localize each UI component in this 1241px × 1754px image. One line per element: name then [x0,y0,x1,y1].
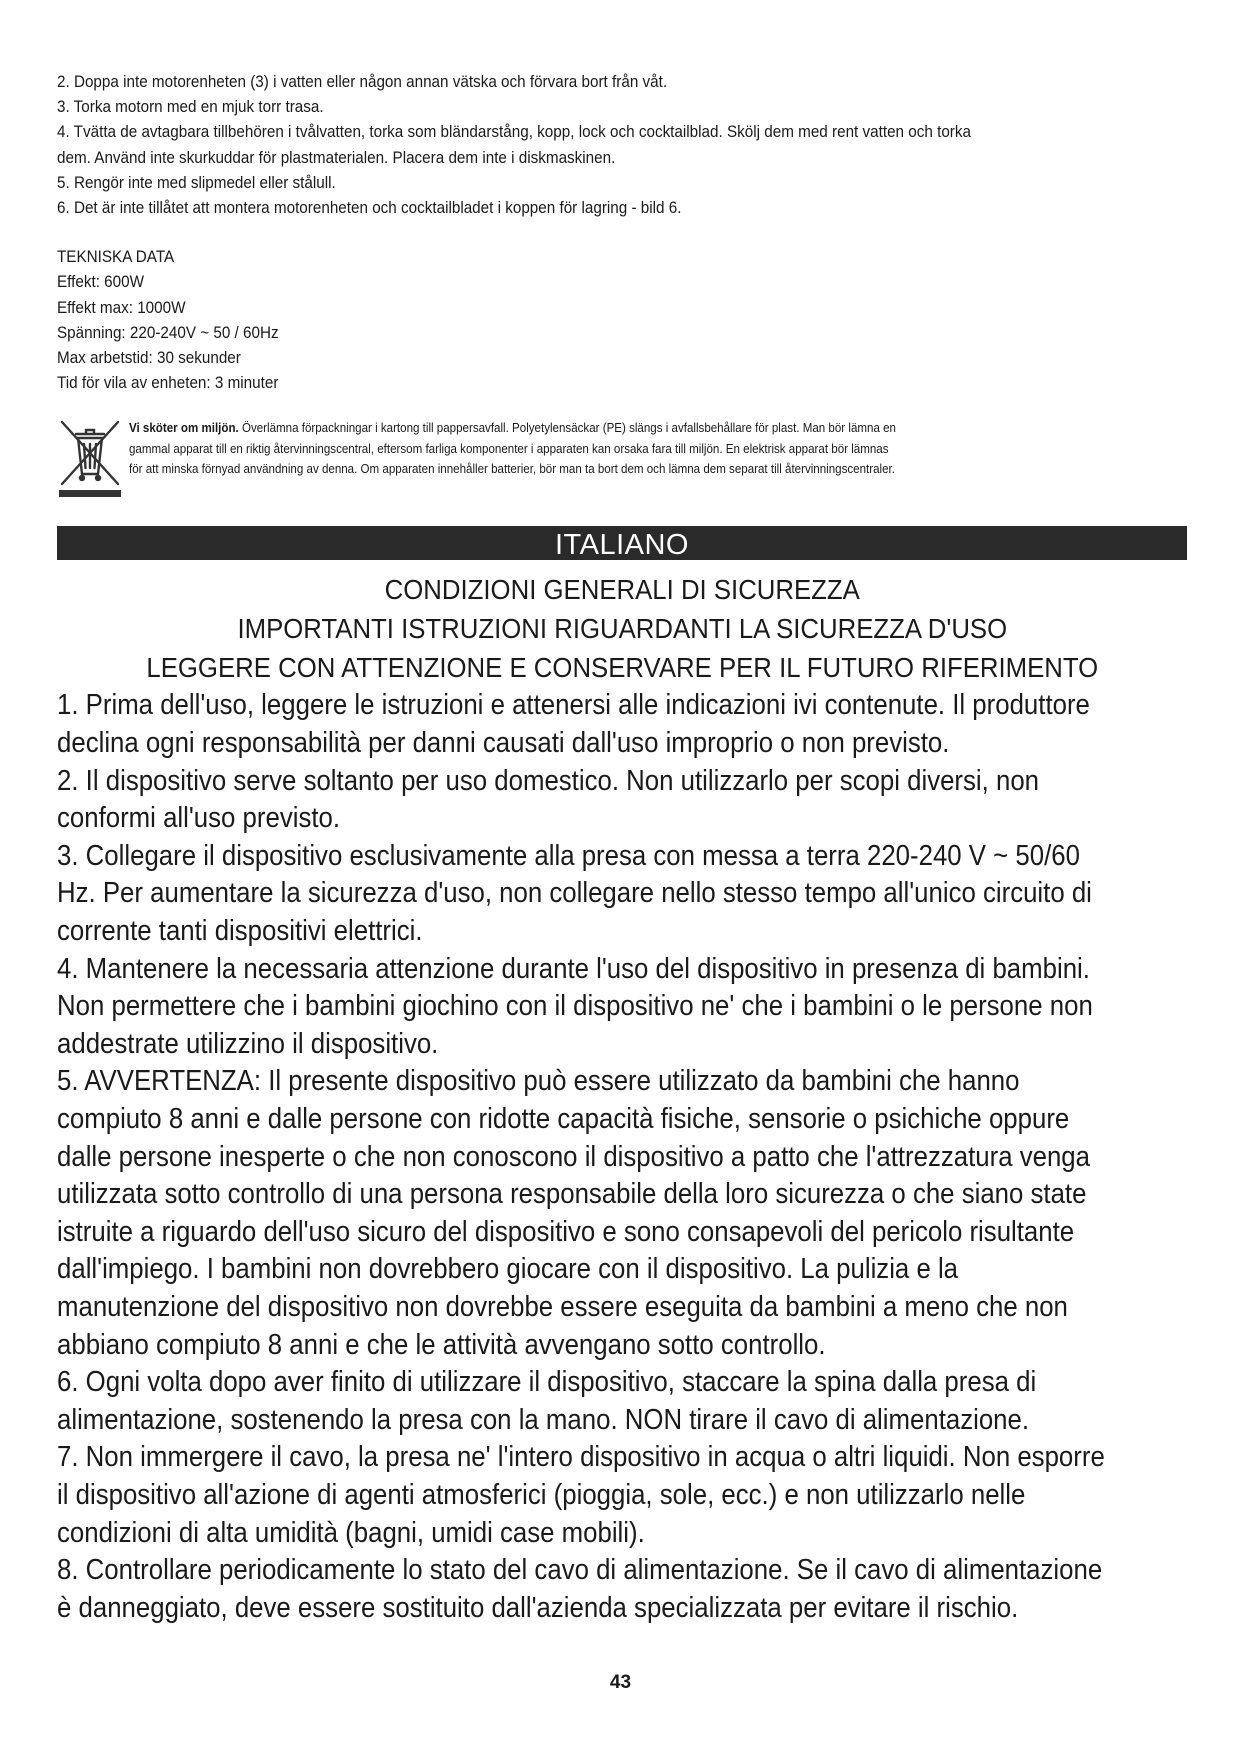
environment-text [129,418,1135,480]
it-line: utilizzata sotto controllo di una persona responsabile della loro sicurezza o che siano state [57,1178,1087,1211]
tech-data-line: Effekt max: 1000W [57,298,186,317]
it-line: abbiano compiuto 8 anni e che le attività avvengano sotto controllo. [57,1328,826,1361]
manual-page [57,70,1187,1627]
it-line: 6. Ogni volta dopo aver finito di utilizzare il dispositivo, staccare la spina dalla presa di [57,1366,1037,1399]
it-line: 2. Il dispositivo serve soltanto per uso domestico. Non utilizzarlo per scopi diversi, non [57,764,1040,797]
sv-line: 5. Rengör inte med slipmedel eller stålull. [57,173,336,192]
environment-heading: Vi sköter om miljön. [129,420,239,436]
environment-line: gammal apparat till en riktig återvinningscentral, eftersom farliga komponenter i apparaten kan orsaka fara till miljön. En elektrisk apparat bör lämnas [129,440,889,456]
section-subheading: IMPORTANTI ISTRUZIONI RIGUARDANTI LA SICUREZZA D'USO [237,613,1007,645]
it-line: 8. Controllare periodicamente lo stato del cavo di alimentazione. Se il cavo di alimentazione [57,1554,1103,1587]
tech-data-section [57,245,1187,396]
it-line: il dispositivo all'azione di agenti atmosferici (pioggia, sole, ecc.) e non utilizzarlo nelle [57,1478,1026,1511]
it-line: declina ogni responsabilità per danni causati dall'uso improprio o non previsto. [57,727,950,760]
page-number: 43 [609,1672,632,1693]
it-line: manutenzione del dispositivo non dovrebbe essere eseguita da bambini a meno che non [57,1290,1068,1323]
tech-data-line: Max arbetstid: 30 sekunder [57,349,241,368]
tech-data-line: Effekt: 600W [57,273,144,292]
environment-notice [57,418,1187,498]
section-subheading: LEGGERE CON ATTENZIONE E CONSERVARE PER IL FUTURO RIFERIMENTO [146,652,1098,684]
it-line: compiuto 8 anni e dalle persone con ridotte capacità fisiche, sensorie o psichiche oppure [57,1102,1070,1135]
it-line: 5. AVVERTENZA: Il presente dispositivo può essere utilizzato da bambini che hanno [57,1065,1020,1098]
language-banner: ITALIANO [57,526,1187,560]
environment-line: för att minska förnyad användning av denna. Om apparaten innehåller batterier, bör man ta bort dem och lämna dem separat till återvinningscentraler. [129,461,895,477]
it-line: conformi all'uso previsto. [57,802,341,835]
it-line: corrente tanti dispositivi elettrici. [57,915,423,947]
tech-data-line: Tid för vila av enheten: 3 minuter [57,374,279,393]
sv-line: 2. Doppa inte motorenheten (3) i vatten eller någon annan vätska och förvara bort från våt. [57,73,668,91]
environment-line: Överlämna förpackningar i kartong till pappersavfall. Polyetylensäckar (PE) slängs i avfallsbehållare för plast. Man bör lämna en [238,420,896,436]
it-line: Hz. Per aumentare la sicurezza d'uso, non collegare nello stesso tempo all'unico circuito di [57,877,1092,910]
it-line: 7. Non immergere il cavo, la presa ne' l'intero dispositivo in acqua o altri liquidi. Non esporre [57,1441,1105,1474]
it-line: addestrate utilizzino il dispositivo. [57,1027,439,1060]
it-line: Non permettere che i bambini giochino con il dispositivo ne' che i bambini o le persone non [57,990,1093,1023]
it-line: 1. Prima dell'uso, leggere le istruzioni e attenersi alle indicazioni ivi contenute. Il produttore [57,689,1090,722]
it-line: alimentazione, sostenendo la presa con la mano. NON tirare il cavo di alimentazione. [57,1403,1030,1436]
sv-line: 6. Det är inte tillåtet att montera motorenheten och cocktailbladet i koppen för lagring - bild 6. [57,199,682,218]
it-line: condizioni di alta umidità (bagni, umidi case mobili). [57,1516,645,1549]
section-heading: CONDIZIONI GENERALI DI SICUREZZA [384,574,860,606]
sv-line: 3. Torka motorn med en mjuk torr trasa. [57,98,324,117]
it-line: istruite a riguardo dell'uso sicuro del dispositivo e sono consapevoli del pericolo risultante [57,1215,1075,1248]
tech-data-title: TEKNISKA DATA [57,248,175,267]
it-line: 4. Mantenere la necessaria attenzione durante l'uso del dispositivo in presenza di bambini. [57,952,1090,985]
italian-safety-list [57,687,1187,1627]
tech-data-line: Spänning: 220-240V ~ 50 / 60Hz [57,323,279,342]
it-line: dall'impiego. I bambini non dovrebbero giocare con il dispositivo. La pulizia e la [57,1253,959,1286]
it-line: è danneggiato, deve essere sostituito dall'azienda specializzata per evitare il rischio. [57,1591,1019,1624]
it-line: 3. Collegare il dispositivo esclusivamente alla presa con messa a terra 220-240 V ~ 50/60 [57,839,1080,872]
weee-crossed-bin-icon [57,418,123,498]
sv-line: dem. Använd inte skurkuddar för plastmaterialen. Placera dem inte i diskmaskinen. [57,148,616,167]
it-line: dalle persone inesperte o che non conoscono il dispositivo a patto che l'attrezzatura venga [57,1140,1090,1173]
sv-line: 4. Tvätta de avtagbara tillbehören i tvålvatten, torka som bländarstång, kopp, lock och cocktailblad. Skölj dem med rent vatten och torka [57,123,971,142]
swedish-cleaning-list [57,70,1187,221]
